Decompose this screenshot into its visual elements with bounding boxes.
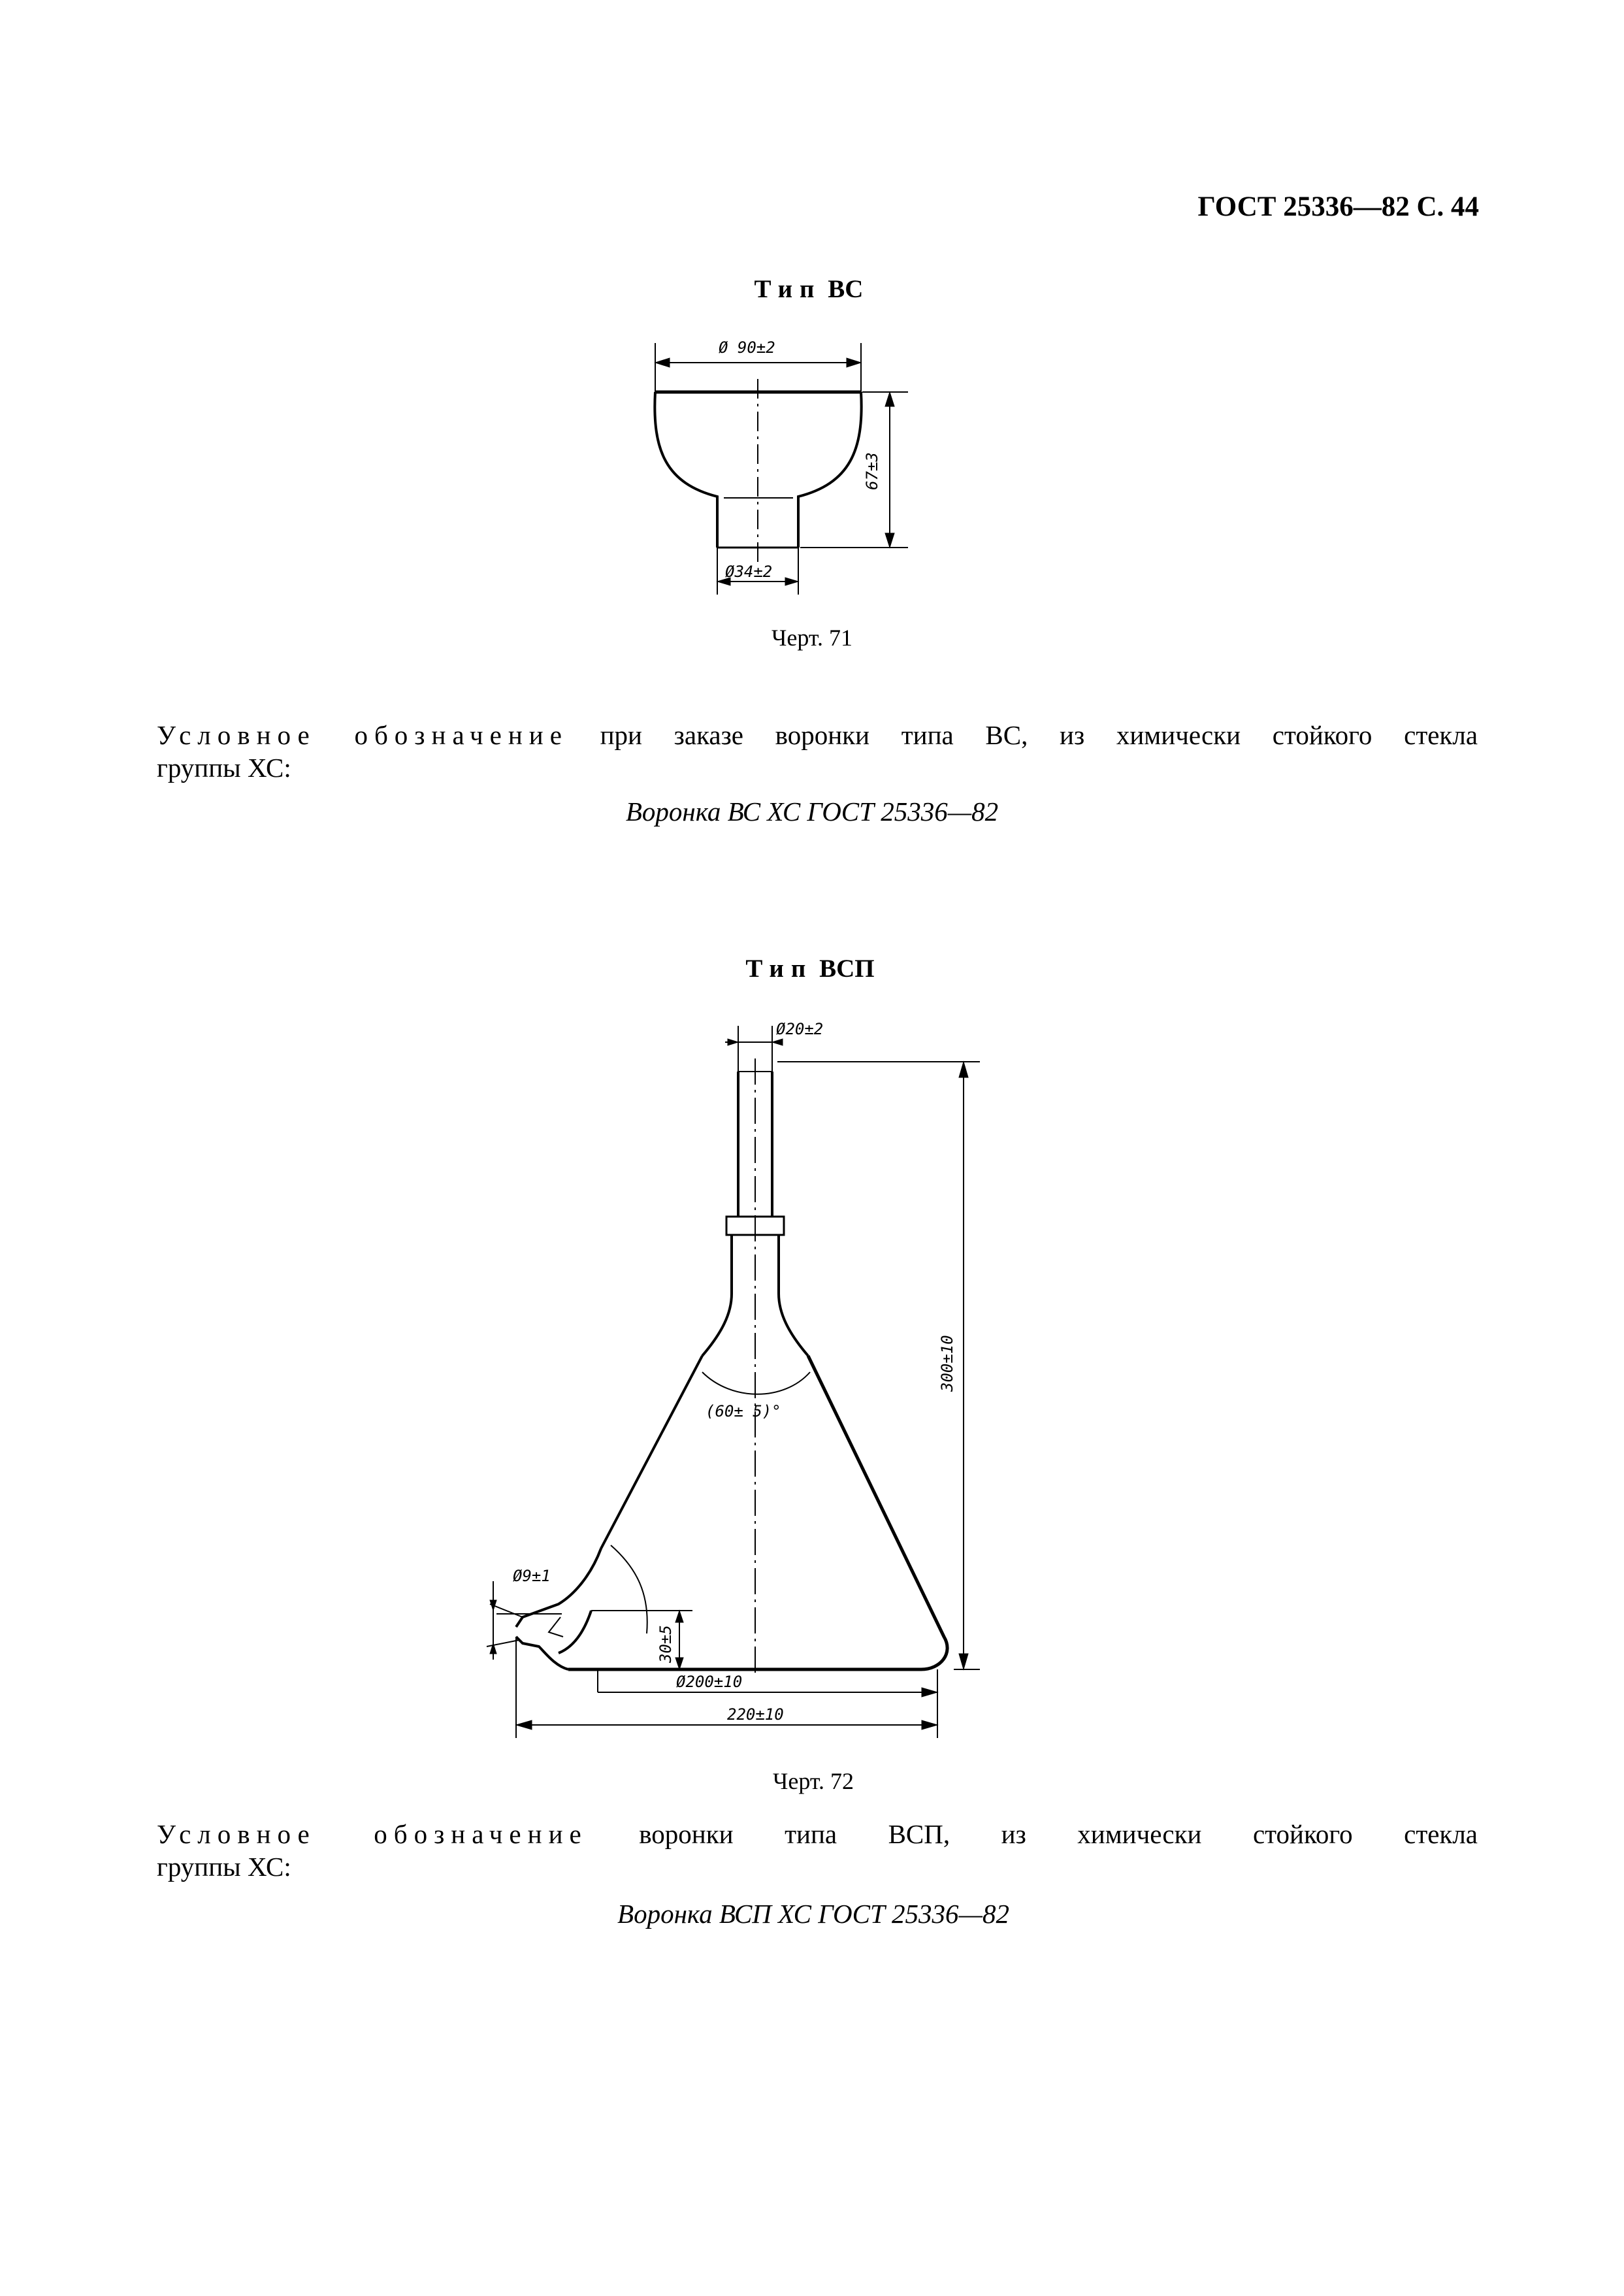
caption-71: Черт. 71 [771,625,853,651]
paragraph-line-1 [157,1818,1478,1850]
designation-vsp: Воронка ВСП ХС ГОСТ 25336—82 [617,1899,1009,1929]
dim-base-diameter: Ø200±10 [676,1673,743,1691]
caption-72: Черт. 72 [773,1768,854,1794]
dim-height: 300±10 [938,1335,956,1392]
page-header: ГОСТ 25336—82 С. 44 [1197,191,1479,222]
type-code: ВСП [819,955,875,983]
designation-vs: Воронка ВС ХС ГОСТ 25336—82 [625,796,999,827]
paragraph-lead: Условное обозначение [157,720,568,750]
dim-top-diameter: Ø 90±2 [719,338,775,357]
paragraph-rest: воронки типа ВСП, из химически стойкого стекла [639,1819,1478,1849]
paragraph-line-2: группы ХС: [157,1852,291,1882]
paragraph-rest: при заказе воронки типа ВС, из химически стойкого стекла [600,720,1478,750]
paragraph-vsp [157,1818,1478,1883]
dim-side-tube-diameter: Ø9±1 [513,1567,551,1585]
dim-angle: (60± 5)° [706,1402,781,1420]
dim-side-tube-height: 30±5 [657,1625,675,1663]
paragraph-line-2: группы ХС: [157,753,291,783]
dim-bottom-diameter: Ø34±2 [725,563,773,581]
dim-stem-diameter: Ø20±2 [776,1020,824,1038]
paragraph-lead: Условное обозначение [157,1819,588,1849]
dim-overall-width: 220±10 [727,1705,784,1724]
type-word: Тип [754,275,822,303]
dim-height: 67±3 [863,452,881,490]
type-word: Тип [745,955,813,983]
type-code: ВС [828,275,864,303]
